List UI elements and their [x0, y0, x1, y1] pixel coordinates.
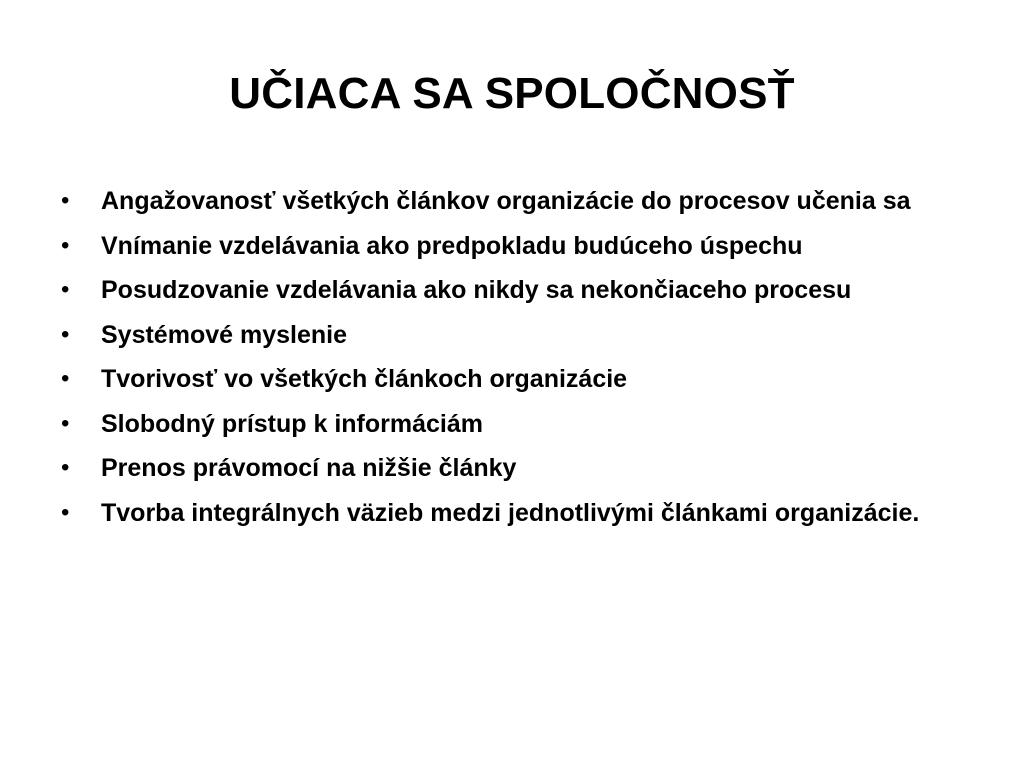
bullet-dot-icon: • — [61, 187, 70, 214]
bullet-list — [58, 183, 958, 539]
bullet-item — [58, 495, 958, 531]
bullet-item — [58, 228, 958, 264]
bullet-text: Slobodný prístup k informáciám — [101, 409, 483, 438]
bullet-dot-icon: • — [61, 454, 70, 481]
bullet-dot-icon: • — [61, 276, 70, 303]
slide-title: UČIACA SA SPOLOČNOSŤ — [229, 69, 795, 118]
bullet-dot-icon: • — [61, 231, 70, 259]
bullet-text: Angažovanosť všetkých článkov organizácie do procesov učenia sa — [101, 187, 911, 215]
bullet-text: Prenos právomocí na nižšie články — [101, 454, 517, 482]
bullet-dot-icon: • — [61, 320, 70, 348]
bullet-dot-icon: • — [61, 409, 70, 437]
bullet-item — [58, 406, 958, 442]
bullet-dot-icon: • — [61, 498, 70, 526]
bullet-item — [58, 450, 958, 486]
bullet-text: Tvorivosť vo všetkých článkoch organizácie — [101, 365, 628, 393]
bullet-item — [58, 317, 958, 353]
bullet-text: Systémové myslenie — [101, 320, 347, 349]
bullet-item — [58, 272, 958, 308]
bullet-item — [58, 183, 958, 219]
bullet-item — [58, 361, 958, 397]
bullet-text: Vnímanie vzdelávania ako predpokladu budúceho úspechu — [101, 231, 803, 260]
bullet-text: Tvorba integrálnych väzieb medzi jednotlivými článkami organizácie. — [101, 498, 920, 527]
bullet-dot-icon: • — [61, 365, 70, 392]
bullet-text: Posudzovanie vzdelávania ako nikdy sa nekončiaceho procesu — [101, 276, 852, 304]
